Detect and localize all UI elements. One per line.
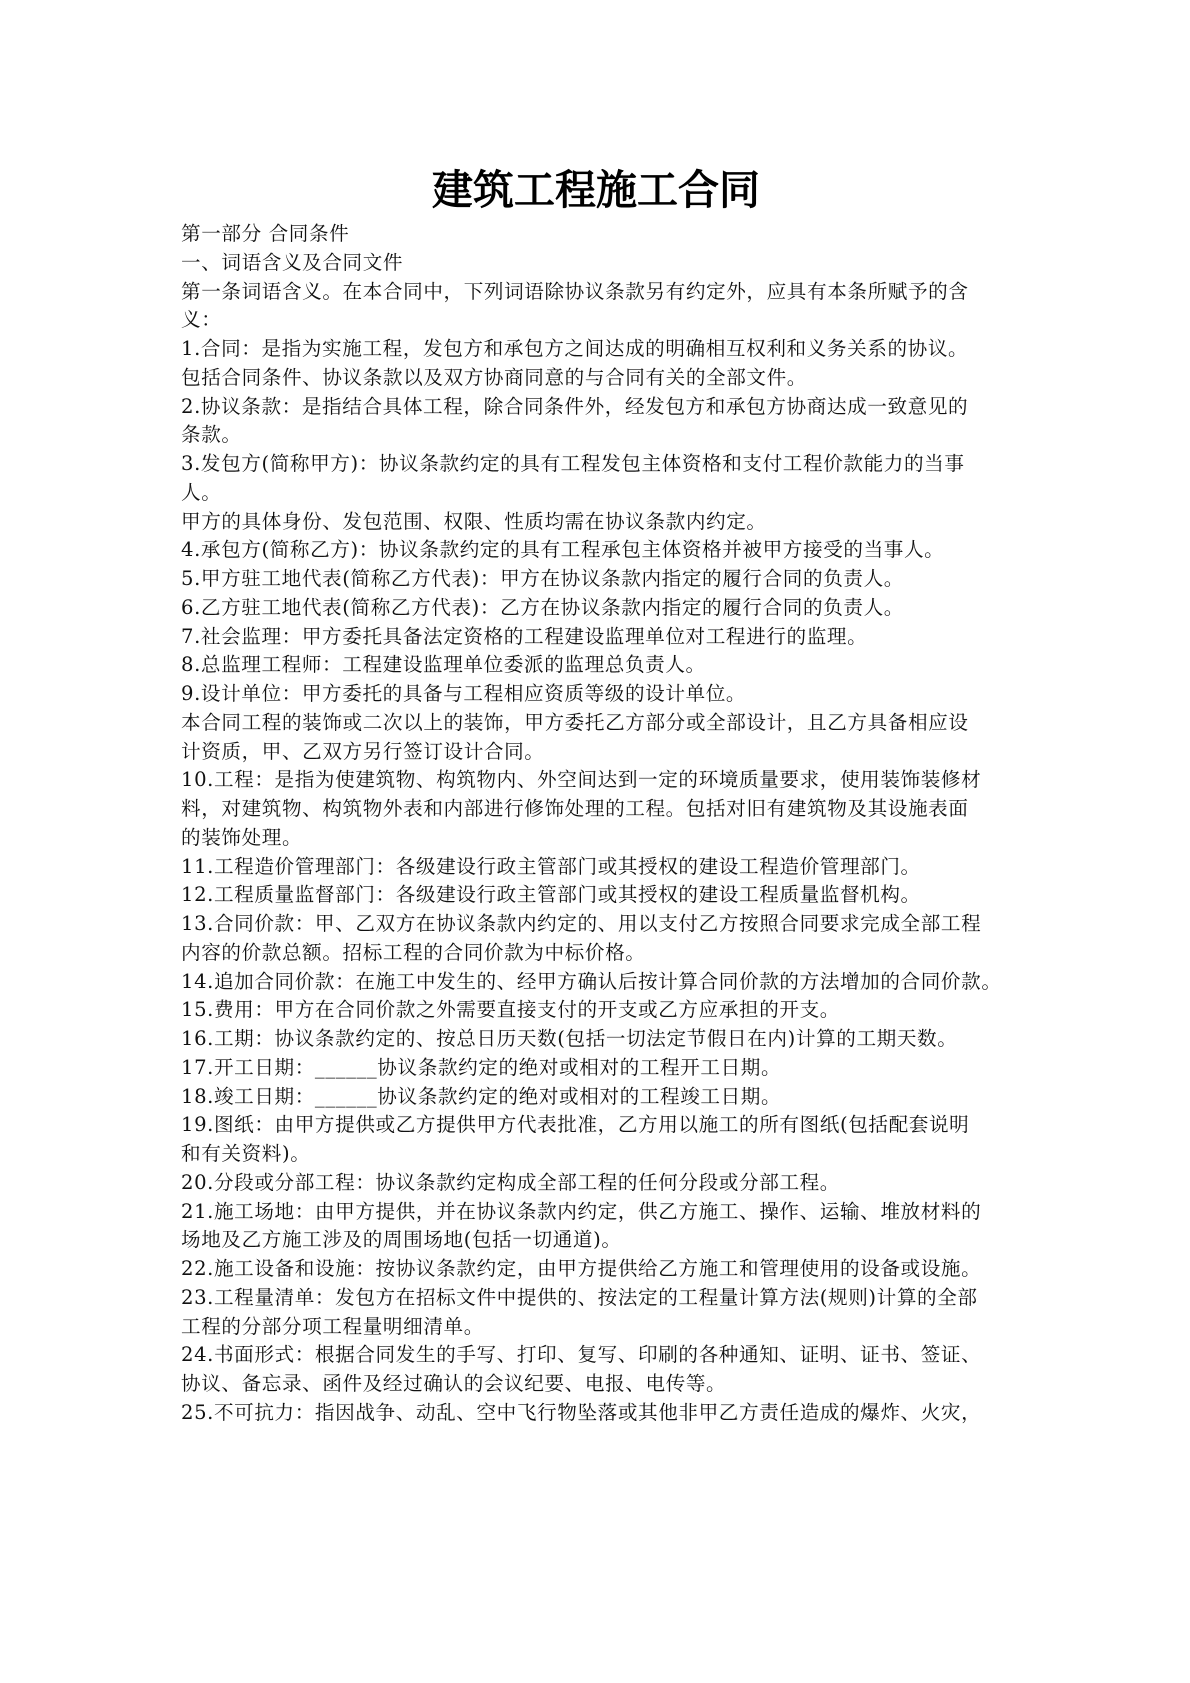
text-line: 包括合同条件、协议条款以及双方协商同意的与合同有关的全部文件。: [181, 365, 808, 389]
text-line: 11.工程造价管理部门：各级建设行政主管部门或其授权的建设工程造价管理部门。: [181, 854, 921, 878]
paragraph: [181, 853, 1011, 882]
paragraph: [181, 220, 1011, 249]
paragraph: [181, 594, 1011, 623]
text-line: 22.施工设备和设施：按协议条款约定，由甲方提供给乙方施工和管理使用的设备或设施。: [181, 1257, 982, 1280]
text-line: 16.工期：协议条款约定的、按总日历天数(包括一切法定节假日在内)计算的工期天数。: [181, 1027, 958, 1050]
text-line: 8.总监理工程师：工程建设监理单位委派的监理总负责人。: [181, 653, 706, 677]
paragraph: [181, 508, 1011, 537]
paragraph: [181, 450, 1011, 508]
text-line: 6.乙方驻工地代表(简称乙方代表)：乙方在协议条款内指定的履行合同的负责人。: [181, 595, 904, 619]
text-line: 计资质，甲、乙双方另行签订设计合同。: [181, 739, 545, 763]
text-line: 2.协议条款：是指结合具体工程，除合同条件外，经发包方和承包方协商达成一致意见的: [181, 394, 969, 418]
paragraph: [181, 651, 1011, 680]
paragraph: [181, 709, 1011, 767]
paragraph: [181, 1054, 1011, 1083]
text-line: 21.施工场地：由甲方提供，并在协议条款内约定，供乙方施工、操作、运输、堆放材料的: [181, 1199, 982, 1223]
text-line: 场地及乙方施工涉及的周围场地(包括一切通道)。: [181, 1228, 622, 1252]
text-line: 23.工程量清单：发包方在招标文件中提供的、按法定的工程量计算方法(规则)计算的全部: [181, 1285, 978, 1309]
paragraph: [181, 565, 1011, 594]
text-line: 10.工程：是指为使建筑物、构筑物内、外空间达到一定的环境质量要求，使用装饰装修材: [181, 768, 982, 792]
paragraph: [181, 335, 1011, 393]
text-line: 人。: [181, 480, 222, 504]
paragraph: [181, 910, 1011, 968]
paragraph: [181, 1169, 1011, 1198]
paragraph: [181, 1399, 1011, 1428]
text-line: 14.追加合同价款：在施工中发生的、经甲方确认后按计算合同价款的方法增加的合同价款。: [181, 969, 1002, 993]
document-body: [181, 220, 1011, 1428]
text-line: 24.书面形式：根据合同发生的手写、打印、复写、印刷的各种通知、证明、证书、签证、: [181, 1343, 982, 1367]
text-line: 的装饰处理。: [181, 825, 303, 849]
text-line: 第一部分 合同条件: [181, 222, 350, 245]
text-line: 19.图纸：由甲方提供或乙方提供甲方代表批准，乙方用以施工的所有图纸(包括配套说明: [181, 1113, 970, 1137]
text-line: 13.合同价款：甲、乙双方在协议条款内约定的、用以支付乙方按照合同要求完成全部工程: [181, 912, 982, 935]
paragraph: [181, 1284, 1011, 1342]
paragraph: [181, 1198, 1011, 1256]
paragraph: [181, 680, 1011, 709]
text-line: 义：: [181, 308, 222, 332]
text-line: 12.工程质量监督部门：各级建设行政主管部门或其授权的建设工程质量监督机构。: [181, 883, 921, 907]
text-line: 4.承包方(简称乙方)：协议条款约定的具有工程承包主体资格并被甲方接受的当事人。: [181, 538, 945, 562]
paragraph: [181, 968, 1011, 997]
text-line: 7.社会监理：甲方委托具备法定资格的工程建设监理单位对工程进行的监理。: [181, 624, 868, 648]
paragraph: [181, 1111, 1011, 1169]
text-line: 本合同工程的装饰或二次以上的装饰，甲方委托乙方部分或全部设计，且乙方具备相应设: [181, 710, 969, 734]
paragraph: [181, 766, 1011, 852]
paragraph: [181, 1341, 1011, 1399]
paragraph: [181, 536, 1011, 565]
text-line: 25.不可抗力：指因战争、动乱、空中飞行物坠落或其他非甲乙方责任造成的爆炸、火灾，: [181, 1400, 982, 1424]
text-line: 条款。: [181, 423, 242, 447]
text-line: 内容的价款总额。招标工程的合同价款为中标价格。: [181, 940, 646, 964]
paragraph: [181, 996, 1011, 1025]
text-line: 协议、备忘录、函件及经过确认的会议纪要、电报、电传等。: [181, 1372, 727, 1395]
text-line: 料，对建筑物、构筑物外表和内部进行修饰处理的工程。包括对旧有建筑物及其设施表面: [181, 797, 969, 820]
text-line: 工程的分部分项工程量明细清单。: [181, 1314, 484, 1338]
paragraph: [181, 623, 1011, 652]
text-line: 甲方的具体身份、发包范围、权限、性质均需在协议条款内约定。: [181, 509, 767, 533]
paragraph: [181, 249, 1011, 278]
text-line: 18.竣工日期：______协议条款约定的绝对或相对的工程竣工日期。: [181, 1084, 782, 1108]
text-line: 一、词语含义及合同文件: [181, 250, 404, 274]
text-line: 3.发包方(简称甲方)：协议条款约定的具有工程发包主体资格和支付工程价款能力的当事: [181, 452, 965, 475]
text-line: 5.甲方驻工地代表(简称乙方代表)：甲方在协议条款内指定的履行合同的负责人。: [181, 567, 904, 590]
paragraph: [181, 881, 1011, 910]
paragraph: [181, 1255, 1011, 1284]
paragraph: [181, 278, 1011, 336]
text-line: 15.费用：甲方在合同价款之外需要直接支付的开支或乙方应承担的开支。: [181, 998, 840, 1022]
text-line: 第一条词语含义。在本合同中，下列词语除协议条款另有约定外，应具有本条所赋予的含: [181, 279, 969, 303]
paragraph: [181, 1025, 1011, 1054]
text-line: 1.合同：是指为实施工程，发包方和承包方之间达成的明确相互权利和义务关系的协议。: [181, 337, 969, 360]
text-line: 17.开工日期：______协议条款约定的绝对或相对的工程开工日期。: [181, 1055, 782, 1079]
paragraph: [181, 1083, 1011, 1112]
paragraph: [181, 393, 1011, 451]
text-line: 和有关资料)。: [181, 1142, 311, 1165]
document-title: 建筑工程施工合同: [432, 166, 760, 214]
text-line: 20.分段或分部工程：协议条款约定构成全部工程的任何分段或分部工程。: [181, 1170, 840, 1194]
document-page: [181, 160, 1011, 1428]
text-line: 9.设计单位：甲方委托的具备与工程相应资质等级的设计单位。: [181, 682, 747, 705]
